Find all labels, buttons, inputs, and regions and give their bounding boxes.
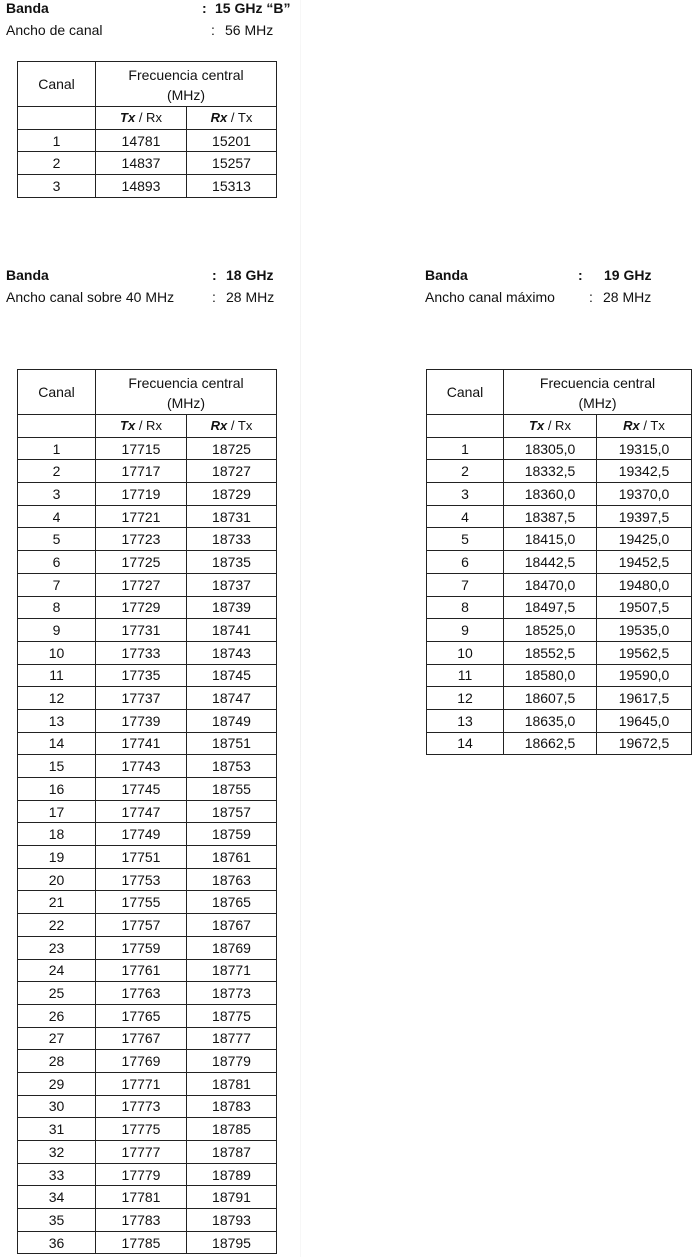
rx-freq-cell: 19452,5 bbox=[597, 551, 692, 574]
channel-cell: 9 bbox=[18, 619, 96, 642]
rx-freq-cell: 18739 bbox=[187, 596, 277, 619]
channel-cell: 29 bbox=[18, 1072, 96, 1095]
tx-rest: / Rx bbox=[135, 109, 162, 125]
channel-cell: 5 bbox=[427, 528, 504, 551]
channel-width-separator: : bbox=[589, 289, 593, 305]
freq-header-line1: Frecuencia central bbox=[96, 62, 277, 87]
tx-freq-cell: 17743 bbox=[96, 755, 187, 778]
table-row bbox=[18, 1186, 277, 1209]
rx-freq-cell: 18735 bbox=[187, 551, 277, 574]
tx-freq-cell: 17779 bbox=[96, 1163, 187, 1186]
tx-freq-cell: 18662,5 bbox=[504, 732, 597, 755]
channel-cell: 30 bbox=[18, 1095, 96, 1118]
table-row bbox=[427, 687, 692, 710]
tx-freq-cell: 17777 bbox=[96, 1141, 187, 1164]
rx-freq-cell: 19617,5 bbox=[597, 687, 692, 710]
table-row bbox=[427, 619, 692, 642]
channel-cell: 7 bbox=[427, 573, 504, 596]
tx-freq-cell: 14781 bbox=[96, 129, 187, 152]
tx-freq-cell: 17727 bbox=[96, 573, 187, 596]
band-value: 15 GHz “B” bbox=[215, 0, 291, 16]
channel-cell: 12 bbox=[427, 687, 504, 710]
rx-freq-cell: 19397,5 bbox=[597, 505, 692, 528]
tx-freq-cell: 17721 bbox=[96, 505, 187, 528]
channel-cell: 25 bbox=[18, 982, 96, 1005]
rx-freq-cell: 19370,0 bbox=[597, 483, 692, 506]
tx-freq-cell: 17755 bbox=[96, 891, 187, 914]
table-row bbox=[18, 891, 277, 914]
rx-freq-cell: 18749 bbox=[187, 709, 277, 732]
channel-cell: 23 bbox=[18, 936, 96, 959]
rx-freq-cell: 18759 bbox=[187, 823, 277, 846]
rx-freq-cell: 19535,0 bbox=[597, 619, 692, 642]
table-row bbox=[18, 868, 277, 891]
table-row bbox=[18, 1004, 277, 1027]
rx-tx-header bbox=[187, 107, 277, 130]
tx-freq-cell: 17731 bbox=[96, 619, 187, 642]
rx-freq-cell: 18769 bbox=[187, 936, 277, 959]
tx-rx-header bbox=[504, 415, 597, 438]
rx-rest: / Tx bbox=[639, 417, 665, 433]
channel-cell: 20 bbox=[18, 868, 96, 891]
rx-freq-cell: 18751 bbox=[187, 732, 277, 755]
table-row bbox=[18, 914, 277, 937]
channel-cell: 14 bbox=[427, 732, 504, 755]
band-label: Banda bbox=[6, 0, 49, 16]
rx-tx-header bbox=[597, 415, 692, 438]
table-row bbox=[18, 732, 277, 755]
table-row bbox=[18, 709, 277, 732]
channel-width-value: 56 MHz bbox=[225, 22, 274, 38]
channel-width-label: Ancho canal sobre 40 MHz bbox=[6, 289, 175, 305]
rx-tx-header bbox=[187, 415, 277, 438]
rx-freq-cell: 19507,5 bbox=[597, 596, 692, 619]
rx-freq-cell: 18743 bbox=[187, 641, 277, 664]
channel-cell: 11 bbox=[427, 664, 504, 687]
rx-freq-cell: 18729 bbox=[187, 483, 277, 506]
tx-freq-cell: 17757 bbox=[96, 914, 187, 937]
table-row bbox=[427, 732, 692, 755]
tx-freq-cell: 17735 bbox=[96, 664, 187, 687]
tx-rx-empty bbox=[18, 107, 96, 130]
rx-freq-cell: 18793 bbox=[187, 1209, 277, 1232]
rx-freq-cell: 19342,5 bbox=[597, 460, 692, 483]
rx-freq-cell: 18765 bbox=[187, 891, 277, 914]
tx-rx-header bbox=[96, 415, 187, 438]
tx-freq-cell: 17785 bbox=[96, 1231, 187, 1254]
rx-freq-cell: 18791 bbox=[187, 1186, 277, 1209]
channel-cell: 19 bbox=[18, 846, 96, 869]
table-row bbox=[427, 437, 692, 460]
table-row bbox=[18, 959, 277, 982]
tx-freq-cell: 18580,0 bbox=[504, 664, 597, 687]
table-row bbox=[427, 641, 692, 664]
table-row bbox=[18, 1050, 277, 1073]
rx-freq-cell: 18787 bbox=[187, 1141, 277, 1164]
rx-bold: Rx bbox=[210, 109, 228, 125]
channel-cell: 3 bbox=[427, 483, 504, 506]
channel-cell: 1 bbox=[427, 437, 504, 460]
channel-cell: 16 bbox=[18, 778, 96, 801]
table-row bbox=[18, 823, 277, 846]
rx-freq-cell: 18733 bbox=[187, 528, 277, 551]
channel-cell: 11 bbox=[18, 664, 96, 687]
channel-cell: 17 bbox=[18, 800, 96, 823]
table-row bbox=[18, 1163, 277, 1186]
table-row bbox=[427, 551, 692, 574]
tx-freq-cell: 17749 bbox=[96, 823, 187, 846]
table-row bbox=[427, 528, 692, 551]
rx-freq-cell: 18773 bbox=[187, 982, 277, 1005]
channel-cell: 8 bbox=[18, 596, 96, 619]
table-row bbox=[18, 1141, 277, 1164]
rx-rest: / Tx bbox=[227, 417, 253, 433]
rx-freq-cell: 19425,0 bbox=[597, 528, 692, 551]
rx-freq-cell: 18789 bbox=[187, 1163, 277, 1186]
channel-cell: 4 bbox=[427, 505, 504, 528]
tx-bold: Tx bbox=[120, 417, 136, 433]
table-row bbox=[18, 936, 277, 959]
rx-freq-cell: 18767 bbox=[187, 914, 277, 937]
freq-header-line1: Frecuencia central bbox=[504, 370, 692, 395]
channel-cell: 2 bbox=[427, 460, 504, 483]
spec-15ghz bbox=[6, 0, 306, 41]
rx-freq-cell: 19645,0 bbox=[597, 709, 692, 732]
table-row bbox=[427, 483, 692, 506]
channel-cell: 28 bbox=[18, 1050, 96, 1073]
channel-table-15ghz bbox=[17, 61, 277, 198]
channel-cell: 35 bbox=[18, 1209, 96, 1232]
channel-cell: 36 bbox=[18, 1231, 96, 1254]
tx-freq-cell: 18442,5 bbox=[504, 551, 597, 574]
channel-cell: 22 bbox=[18, 914, 96, 937]
table-row bbox=[18, 152, 277, 175]
rx-freq-cell: 19480,0 bbox=[597, 573, 692, 596]
tx-freq-cell: 17781 bbox=[96, 1186, 187, 1209]
tx-freq-cell: 17733 bbox=[96, 641, 187, 664]
tx-freq-cell: 17747 bbox=[96, 800, 187, 823]
band-value: 18 GHz bbox=[226, 267, 274, 283]
table-row bbox=[18, 528, 277, 551]
tx-freq-cell: 17725 bbox=[96, 551, 187, 574]
channel-width-label: Ancho de canal bbox=[6, 22, 103, 38]
rx-freq-cell: 18725 bbox=[187, 437, 277, 460]
channel-cell: 4 bbox=[18, 505, 96, 528]
channel-cell: 1 bbox=[18, 437, 96, 460]
freq-header-line2: (MHz) bbox=[96, 394, 277, 415]
tx-freq-cell: 17745 bbox=[96, 778, 187, 801]
channel-cell: 27 bbox=[18, 1027, 96, 1050]
tx-freq-cell: 18635,0 bbox=[504, 709, 597, 732]
table-row bbox=[18, 483, 277, 506]
channel-cell: 3 bbox=[18, 483, 96, 506]
channel-cell: 34 bbox=[18, 1186, 96, 1209]
tx-freq-cell: 17739 bbox=[96, 709, 187, 732]
table-row bbox=[427, 505, 692, 528]
tx-freq-cell: 18607,5 bbox=[504, 687, 597, 710]
rx-freq-cell: 15201 bbox=[187, 129, 277, 152]
channel-cell: 21 bbox=[18, 891, 96, 914]
table-row bbox=[18, 846, 277, 869]
tx-freq-cell: 17751 bbox=[96, 846, 187, 869]
table-row bbox=[18, 778, 277, 801]
rx-freq-cell: 18755 bbox=[187, 778, 277, 801]
rx-freq-cell: 19672,5 bbox=[597, 732, 692, 755]
channel-width-value: 28 MHz bbox=[603, 289, 652, 305]
rx-bold: Rx bbox=[623, 417, 640, 433]
channel-cell: 32 bbox=[18, 1141, 96, 1164]
table-row bbox=[18, 129, 277, 152]
tx-freq-cell: 17761 bbox=[96, 959, 187, 982]
band-separator: : bbox=[212, 267, 217, 283]
table-row bbox=[18, 1231, 277, 1254]
channel-cell: 2 bbox=[18, 152, 96, 175]
rx-bold: Rx bbox=[210, 417, 228, 433]
table-row bbox=[427, 460, 692, 483]
table-row bbox=[18, 596, 277, 619]
table-row bbox=[18, 1072, 277, 1095]
tx-freq-cell: 17759 bbox=[96, 936, 187, 959]
tx-bold: Tx bbox=[529, 417, 545, 433]
tx-freq-cell: 17741 bbox=[96, 732, 187, 755]
channel-cell: 26 bbox=[18, 1004, 96, 1027]
tx-freq-cell: 17767 bbox=[96, 1027, 187, 1050]
band-separator: : bbox=[202, 0, 207, 16]
tx-freq-cell: 18525,0 bbox=[504, 619, 597, 642]
rx-freq-cell: 15257 bbox=[187, 152, 277, 175]
tx-freq-cell: 17763 bbox=[96, 982, 187, 1005]
table-row bbox=[18, 1095, 277, 1118]
rx-freq-cell: 18727 bbox=[187, 460, 277, 483]
tx-freq-cell: 14893 bbox=[96, 175, 187, 198]
rx-freq-cell: 18731 bbox=[187, 505, 277, 528]
table-row bbox=[18, 573, 277, 596]
table-row bbox=[18, 551, 277, 574]
table-row bbox=[18, 437, 277, 460]
tx-freq-cell: 17775 bbox=[96, 1118, 187, 1141]
tx-freq-cell: 17753 bbox=[96, 868, 187, 891]
table-row bbox=[18, 505, 277, 528]
tx-freq-cell: 18360,0 bbox=[504, 483, 597, 506]
rx-freq-cell: 18783 bbox=[187, 1095, 277, 1118]
channel-cell: 9 bbox=[427, 619, 504, 642]
channel-table-18ghz bbox=[17, 369, 277, 1254]
tx-freq-cell: 17717 bbox=[96, 460, 187, 483]
channel-width-separator: : bbox=[211, 22, 215, 38]
band-label: Banda bbox=[6, 267, 49, 283]
channel-cell: 7 bbox=[18, 573, 96, 596]
canal-header: Canal bbox=[427, 370, 504, 415]
tx-freq-cell: 17769 bbox=[96, 1050, 187, 1073]
rx-freq-cell: 19562,5 bbox=[597, 641, 692, 664]
channel-cell: 10 bbox=[18, 641, 96, 664]
channel-cell: 6 bbox=[18, 551, 96, 574]
rx-freq-cell: 18785 bbox=[187, 1118, 277, 1141]
channel-cell: 15 bbox=[18, 755, 96, 778]
tx-freq-cell: 18332,5 bbox=[504, 460, 597, 483]
tx-freq-cell: 17783 bbox=[96, 1209, 187, 1232]
channel-cell: 24 bbox=[18, 959, 96, 982]
tx-rest: / Rx bbox=[135, 417, 162, 433]
canal-header: Canal bbox=[18, 62, 96, 107]
channel-cell: 5 bbox=[18, 528, 96, 551]
rx-freq-cell: 18781 bbox=[187, 1072, 277, 1095]
table-row bbox=[18, 460, 277, 483]
freq-header-line2: (MHz) bbox=[504, 394, 692, 415]
table-row bbox=[18, 1027, 277, 1050]
table-row bbox=[427, 573, 692, 596]
rx-freq-cell: 18779 bbox=[187, 1050, 277, 1073]
tx-freq-cell: 17723 bbox=[96, 528, 187, 551]
tx-freq-cell: 18387,5 bbox=[504, 505, 597, 528]
rx-freq-cell: 18747 bbox=[187, 687, 277, 710]
channel-cell: 31 bbox=[18, 1118, 96, 1141]
table-row bbox=[18, 1118, 277, 1141]
channel-cell: 13 bbox=[18, 709, 96, 732]
freq-header-line2: (MHz) bbox=[96, 86, 277, 107]
tx-freq-cell: 18497,5 bbox=[504, 596, 597, 619]
tx-freq-cell: 18305,0 bbox=[504, 437, 597, 460]
freq-header-line1: Frecuencia central bbox=[96, 370, 277, 395]
tx-freq-cell: 18552,5 bbox=[504, 641, 597, 664]
rx-freq-cell: 18763 bbox=[187, 868, 277, 891]
tx-rx-header bbox=[96, 107, 187, 130]
rx-freq-cell: 18795 bbox=[187, 1231, 277, 1254]
tx-bold: Tx bbox=[120, 109, 136, 125]
rx-rest: / Tx bbox=[227, 109, 253, 125]
channel-width-separator: : bbox=[212, 289, 216, 305]
band-separator: : bbox=[578, 267, 583, 283]
table-row bbox=[18, 175, 277, 198]
band-label: Banda bbox=[425, 267, 468, 283]
channel-table-19ghz bbox=[426, 369, 692, 755]
rx-freq-cell: 15313 bbox=[187, 175, 277, 198]
band-value: 19 GHz bbox=[604, 267, 652, 283]
table-row bbox=[18, 755, 277, 778]
rx-freq-cell: 18737 bbox=[187, 573, 277, 596]
tx-freq-cell: 17773 bbox=[96, 1095, 187, 1118]
channel-cell: 6 bbox=[427, 551, 504, 574]
rx-freq-cell: 18761 bbox=[187, 846, 277, 869]
tx-freq-cell: 17765 bbox=[96, 1004, 187, 1027]
rx-freq-cell: 18741 bbox=[187, 619, 277, 642]
channel-cell: 10 bbox=[427, 641, 504, 664]
table-row bbox=[18, 1209, 277, 1232]
channel-cell: 18 bbox=[18, 823, 96, 846]
rx-freq-cell: 19590,0 bbox=[597, 664, 692, 687]
channel-cell: 2 bbox=[18, 460, 96, 483]
channel-width-label: Ancho canal máximo bbox=[425, 289, 555, 305]
spec-19ghz bbox=[425, 264, 695, 308]
channel-cell: 3 bbox=[18, 175, 96, 198]
channel-cell: 12 bbox=[18, 687, 96, 710]
channel-cell: 33 bbox=[18, 1163, 96, 1186]
rx-freq-cell: 19315,0 bbox=[597, 437, 692, 460]
tx-freq-cell: 17715 bbox=[96, 437, 187, 460]
tx-freq-cell: 17719 bbox=[96, 483, 187, 506]
channel-cell: 8 bbox=[427, 596, 504, 619]
tx-rx-empty bbox=[427, 415, 504, 438]
tx-rest: / Rx bbox=[544, 417, 571, 433]
rx-freq-cell: 18745 bbox=[187, 664, 277, 687]
tx-freq-cell: 18470,0 bbox=[504, 573, 597, 596]
tx-freq-cell: 17737 bbox=[96, 687, 187, 710]
spec-18ghz bbox=[6, 264, 306, 308]
channel-cell: 14 bbox=[18, 732, 96, 755]
rx-freq-cell: 18777 bbox=[187, 1027, 277, 1050]
rx-freq-cell: 18757 bbox=[187, 800, 277, 823]
tx-freq-cell: 17729 bbox=[96, 596, 187, 619]
table-row bbox=[18, 687, 277, 710]
channel-cell: 13 bbox=[427, 709, 504, 732]
channel-cell: 1 bbox=[18, 129, 96, 152]
table-row bbox=[18, 641, 277, 664]
rx-freq-cell: 18753 bbox=[187, 755, 277, 778]
table-row bbox=[18, 664, 277, 687]
canal-header: Canal bbox=[18, 370, 96, 415]
channel-width-value: 28 MHz bbox=[226, 289, 275, 305]
tx-freq-cell: 18415,0 bbox=[504, 528, 597, 551]
tx-freq-cell: 17771 bbox=[96, 1072, 187, 1095]
table-row bbox=[427, 664, 692, 687]
table-row bbox=[18, 619, 277, 642]
table-row bbox=[18, 800, 277, 823]
rx-freq-cell: 18771 bbox=[187, 959, 277, 982]
tx-rx-empty bbox=[18, 415, 96, 438]
scan-shadow bbox=[300, 0, 301, 1257]
table-row bbox=[427, 709, 692, 732]
table-row bbox=[427, 596, 692, 619]
tx-freq-cell: 14837 bbox=[96, 152, 187, 175]
rx-freq-cell: 18775 bbox=[187, 1004, 277, 1027]
table-row bbox=[18, 982, 277, 1005]
